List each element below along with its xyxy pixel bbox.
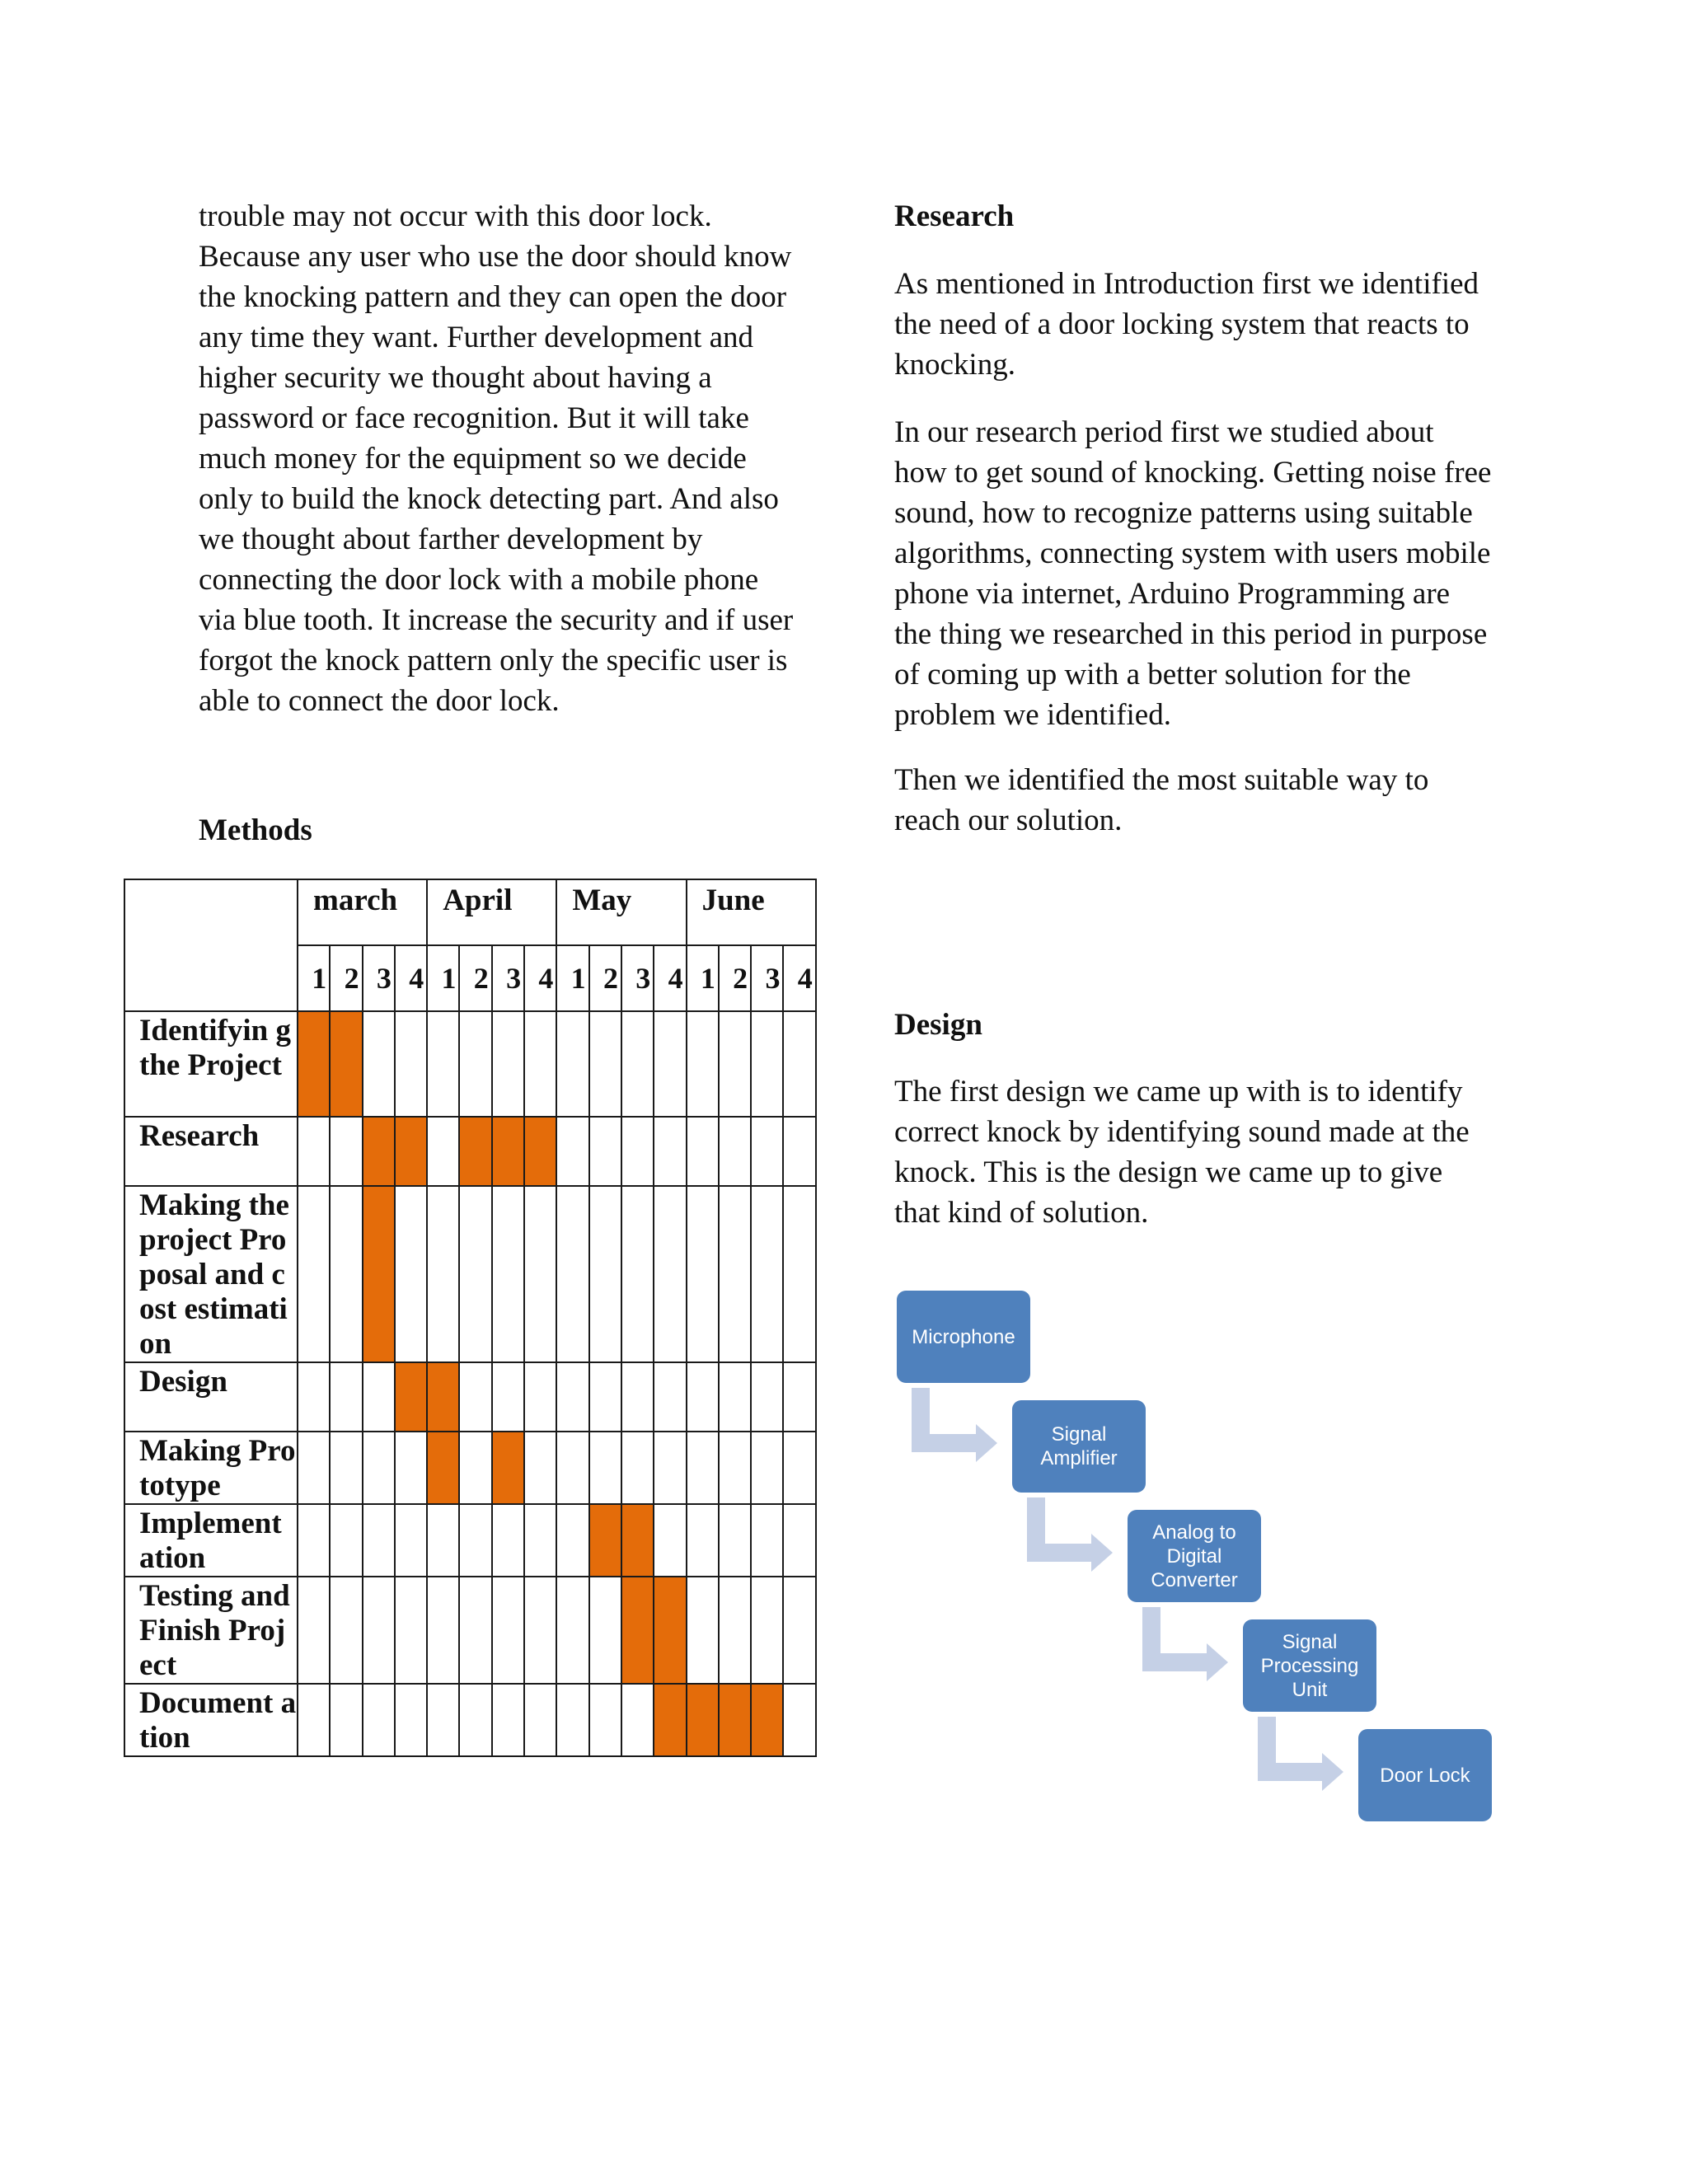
gantt-empty-cell	[395, 1684, 427, 1756]
text-line: Because any user who use the door should know	[199, 240, 792, 274]
gantt-empty-cell	[298, 1577, 330, 1684]
text-line: password or face recognition. But it will take	[199, 401, 749, 435]
gantt-bar-cell	[459, 1117, 491, 1186]
gantt-empty-cell	[363, 1504, 395, 1577]
gantt-empty-cell	[524, 1362, 556, 1432]
gantt-empty-cell	[556, 1011, 588, 1117]
gantt-empty-cell	[427, 1186, 459, 1362]
arrow-shape	[1258, 1717, 1343, 1791]
research-p1-lines	[894, 264, 1521, 385]
gantt-empty-cell	[783, 1504, 815, 1577]
gantt-bar-cell	[687, 1684, 719, 1756]
text-line: only to build the knock detecting part. And also	[199, 482, 779, 516]
gantt-empty-cell	[556, 1186, 588, 1362]
gantt-empty-cell	[751, 1186, 783, 1362]
gantt-empty-cell	[492, 1577, 524, 1684]
gantt-bar-cell	[751, 1684, 783, 1756]
gantt-bar-cell	[654, 1684, 686, 1756]
bent-arrow-icon	[912, 1388, 1004, 1462]
gantt-empty-cell	[719, 1186, 751, 1362]
flow-node	[1128, 1510, 1261, 1602]
gantt-empty-cell	[621, 1117, 654, 1186]
gantt-empty-cell	[363, 1684, 395, 1756]
flow-node	[1358, 1729, 1492, 1821]
gantt-empty-cell	[524, 1504, 556, 1577]
gantt-empty-cell	[459, 1011, 491, 1117]
gantt-week-header: 2	[330, 945, 362, 1011]
gantt-task-label: Testing and Finish Project	[124, 1577, 298, 1684]
gantt-task-label: Identifyin g the Project	[124, 1011, 298, 1117]
gantt-week-header: 1	[427, 945, 459, 1011]
gantt-week-header: 4	[524, 945, 556, 1011]
gantt-empty-cell	[589, 1117, 621, 1186]
flow-node-label: Analog to	[1152, 1521, 1236, 1544]
gantt-task-label: Research	[124, 1117, 298, 1186]
research-paragraph-2	[894, 412, 1521, 735]
gantt-empty-cell	[621, 1432, 654, 1504]
gantt-empty-cell	[783, 1011, 815, 1117]
gantt-bar-cell	[719, 1684, 751, 1756]
gantt-empty-cell	[783, 1117, 815, 1186]
text-line: any time they want. Further development and	[199, 321, 754, 354]
research-p2-lines	[894, 412, 1521, 735]
gantt-task-label: Document ation	[124, 1684, 298, 1756]
gantt-empty-cell	[719, 1577, 751, 1684]
gantt-bar-cell	[524, 1117, 556, 1186]
text-line: reach our solution.	[894, 804, 1123, 837]
gantt-week-header: 3	[751, 945, 783, 1011]
gantt-empty-cell	[298, 1684, 330, 1756]
gantt-empty-cell	[330, 1684, 362, 1756]
gantt-empty-cell	[751, 1117, 783, 1186]
gantt-bar-cell	[589, 1504, 621, 1577]
gantt-empty-cell	[459, 1432, 491, 1504]
gantt-empty-cell	[556, 1432, 588, 1504]
gantt-empty-cell	[459, 1504, 491, 1577]
gantt-empty-cell	[298, 1117, 330, 1186]
gantt-empty-cell	[621, 1186, 654, 1362]
gantt-empty-cell	[783, 1577, 815, 1684]
gantt-week-header: 4	[654, 945, 686, 1011]
gantt-empty-cell	[427, 1011, 459, 1117]
gantt-bar-cell	[395, 1362, 427, 1432]
gantt-week-header: 3	[621, 945, 654, 1011]
text-line: of coming up with a better solution for the	[894, 658, 1411, 691]
text-line: forgot the knock pattern only the specific user is	[199, 644, 788, 677]
gantt-month-header: April	[427, 879, 556, 945]
gantt-empty-cell	[589, 1186, 621, 1362]
flow-node-label: Signal	[1282, 1630, 1338, 1653]
gantt-empty-cell	[589, 1011, 621, 1117]
gantt-empty-cell	[751, 1504, 783, 1577]
gantt-week-header: 1	[556, 945, 588, 1011]
gantt-empty-cell	[719, 1117, 751, 1186]
text-line: via blue tooth. It increase the security and if user	[199, 603, 794, 637]
gantt-empty-cell	[459, 1577, 491, 1684]
text-line: Then we identified the most suitable way to	[894, 763, 1429, 797]
text-line: much money for the equipment so we decide	[199, 442, 747, 476]
flow-node-label: Signal	[1051, 1423, 1107, 1446]
gantt-task-label: Implement ation	[124, 1504, 298, 1577]
gantt-task-row	[124, 1117, 816, 1186]
gantt-empty-cell	[524, 1186, 556, 1362]
gantt-empty-cell	[654, 1362, 686, 1432]
gantt-empty-cell	[524, 1684, 556, 1756]
gantt-task-label: Making Prototype	[124, 1432, 298, 1504]
gantt-empty-cell	[330, 1362, 362, 1432]
gantt-empty-cell	[298, 1504, 330, 1577]
bent-arrow-icon	[1027, 1497, 1119, 1572]
gantt-empty-cell	[783, 1684, 815, 1756]
gantt-empty-cell	[687, 1117, 719, 1186]
gantt-empty-cell	[427, 1117, 459, 1186]
research-p3-lines	[894, 760, 1521, 841]
bent-arrow-icon	[1258, 1717, 1350, 1791]
gantt-empty-cell	[363, 1362, 395, 1432]
text-line: algorithms, connecting system with users mobile	[894, 537, 1491, 570]
gantt-bar-cell	[427, 1432, 459, 1504]
gantt-empty-cell	[621, 1011, 654, 1117]
intro-paragraph	[199, 196, 825, 721]
gantt-week-header: 2	[719, 945, 751, 1011]
gantt-task-row	[124, 1432, 816, 1504]
gantt-empty-cell	[687, 1186, 719, 1362]
gantt-empty-cell	[654, 1432, 686, 1504]
gantt-empty-cell	[589, 1577, 621, 1684]
gantt-empty-cell	[783, 1186, 815, 1362]
text-line: able to connect the door lock.	[199, 684, 560, 718]
gantt-task-row	[124, 1186, 816, 1362]
gantt-empty-cell	[492, 1504, 524, 1577]
text-line: In our research period first we studied about	[894, 415, 1434, 449]
bent-arrow-icon	[1142, 1607, 1235, 1681]
gantt-empty-cell	[492, 1362, 524, 1432]
text-line: we thought about farther development by	[199, 523, 703, 556]
text-line: higher security we thought about having a	[199, 361, 712, 395]
gantt-empty-cell	[687, 1362, 719, 1432]
gantt-empty-cell	[330, 1504, 362, 1577]
gantt-bar-cell	[395, 1117, 427, 1186]
text-line: knocking.	[894, 348, 1015, 382]
gantt-bar-cell	[621, 1577, 654, 1684]
text-line: phone via internet, Arduino Programming are	[894, 577, 1451, 611]
gantt-empty-cell	[363, 1432, 395, 1504]
gantt-empty-cell	[719, 1362, 751, 1432]
research-heading: Research	[894, 199, 1015, 233]
gantt-empty-cell	[459, 1684, 491, 1756]
gantt-task-row	[124, 1504, 816, 1577]
flow-node-label: Converter	[1151, 1568, 1238, 1591]
flow-node-label: Unit	[1292, 1678, 1328, 1701]
gantt-empty-cell	[492, 1186, 524, 1362]
gantt-empty-cell	[298, 1432, 330, 1504]
gantt-empty-cell	[395, 1186, 427, 1362]
gantt-task-row	[124, 1362, 816, 1432]
gantt-empty-cell	[298, 1362, 330, 1432]
flow-node	[1243, 1619, 1376, 1712]
gantt-task-row	[124, 1684, 816, 1756]
gantt-empty-cell	[363, 1011, 395, 1117]
gantt-empty-cell	[589, 1432, 621, 1504]
gantt-week-header: 2	[459, 945, 491, 1011]
gantt-empty-cell	[427, 1684, 459, 1756]
gantt-empty-cell	[719, 1432, 751, 1504]
gantt-bar-cell	[492, 1117, 524, 1186]
gantt-empty-cell	[783, 1432, 815, 1504]
gantt-empty-cell	[298, 1186, 330, 1362]
text-line: As mentioned in Introduction first we identified	[894, 267, 1479, 301]
gantt-empty-cell	[556, 1684, 588, 1756]
gantt-empty-cell	[654, 1117, 686, 1186]
gantt-week-header: 1	[298, 945, 330, 1011]
gantt-empty-cell	[395, 1577, 427, 1684]
gantt-empty-cell	[395, 1504, 427, 1577]
gantt-task-label: Design	[124, 1362, 298, 1432]
gantt-empty-cell	[459, 1362, 491, 1432]
gantt-empty-cell	[654, 1011, 686, 1117]
gantt-empty-cell	[492, 1684, 524, 1756]
gantt-week-header: 2	[589, 945, 621, 1011]
gantt-empty-cell	[395, 1011, 427, 1117]
gantt-empty-cell	[556, 1577, 588, 1684]
methods-heading: Methods	[199, 813, 312, 847]
gantt-empty-cell	[687, 1432, 719, 1504]
gantt-chart	[124, 879, 817, 1757]
gantt-empty-cell	[751, 1011, 783, 1117]
gantt-empty-cell	[524, 1432, 556, 1504]
gantt-empty-cell	[459, 1186, 491, 1362]
text-line: the knocking pattern and they can open the door	[199, 280, 787, 314]
gantt-corner	[124, 879, 298, 1011]
gantt-empty-cell	[687, 1577, 719, 1684]
gantt-empty-cell	[556, 1362, 588, 1432]
text-line: knock. This is the design we came up to give	[894, 1155, 1443, 1189]
gantt-empty-cell	[427, 1504, 459, 1577]
gantt-bar-cell	[654, 1577, 686, 1684]
gantt-empty-cell	[621, 1362, 654, 1432]
gantt-empty-cell	[524, 1011, 556, 1117]
gantt-task-row	[124, 1011, 816, 1117]
gantt-empty-cell	[687, 1011, 719, 1117]
gantt-empty-cell	[330, 1432, 362, 1504]
flow-node-label: Processing	[1260, 1654, 1359, 1677]
gantt-empty-cell	[330, 1186, 362, 1362]
text-line: sound, how to recognize patterns using suitable	[894, 496, 1473, 530]
gantt-empty-cell	[719, 1504, 751, 1577]
gantt-bar-cell	[492, 1432, 524, 1504]
gantt-month-header: May	[556, 879, 686, 945]
arrow-shape	[1027, 1497, 1113, 1572]
gantt-bar-cell	[427, 1362, 459, 1432]
gantt-bar-cell	[330, 1011, 362, 1117]
gantt-empty-cell	[687, 1504, 719, 1577]
design-paragraph	[894, 1071, 1521, 1233]
arrow-shape	[912, 1388, 997, 1462]
gantt-month-header: march	[298, 879, 427, 945]
flow-node-label: Microphone	[912, 1325, 1015, 1348]
design-p-lines	[894, 1071, 1521, 1233]
gantt-task-label: Making the project Proposal and cost estimation	[124, 1186, 298, 1362]
gantt-empty-cell	[427, 1577, 459, 1684]
design-heading: Design	[894, 1008, 982, 1042]
gantt-empty-cell	[719, 1011, 751, 1117]
text-line: trouble may not occur with this door lock.	[199, 199, 712, 233]
gantt-empty-cell	[751, 1362, 783, 1432]
gantt-week-header: 3	[492, 945, 524, 1011]
gantt-empty-cell	[492, 1011, 524, 1117]
gantt-bar-cell	[621, 1504, 654, 1577]
flow-node	[1012, 1400, 1146, 1493]
gantt-empty-cell	[783, 1362, 815, 1432]
arrow-shape	[1142, 1607, 1228, 1681]
research-paragraph-3	[894, 760, 1521, 841]
gantt-week-header: 3	[363, 945, 395, 1011]
gantt-week-header: 4	[783, 945, 815, 1011]
gantt-week-header: 1	[687, 945, 719, 1011]
gantt-empty-cell	[556, 1117, 588, 1186]
gantt-empty-cell	[654, 1186, 686, 1362]
text-line: the need of a door locking system that reacts to	[894, 307, 1470, 341]
gantt-bar-cell	[363, 1117, 395, 1186]
gantt-week-header: 4	[395, 945, 427, 1011]
flow-node-label: Amplifier	[1040, 1447, 1118, 1469]
text-line: correct knock by identifying sound made at the	[894, 1115, 1470, 1149]
gantt-empty-cell	[654, 1504, 686, 1577]
gantt-task-row	[124, 1577, 816, 1684]
text-line: how to get sound of knocking. Getting noise free	[894, 456, 1492, 490]
gantt-empty-cell	[395, 1432, 427, 1504]
gantt-empty-cell	[363, 1577, 395, 1684]
text-line: problem we identified.	[894, 698, 1171, 732]
gantt-empty-cell	[524, 1577, 556, 1684]
gantt-empty-cell	[589, 1362, 621, 1432]
gantt-month-header: June	[687, 879, 816, 945]
text-line: connecting the door lock with a mobile phone	[199, 563, 759, 597]
gantt-bar-cell	[363, 1186, 395, 1362]
gantt-empty-cell	[330, 1577, 362, 1684]
research-paragraph-1	[894, 264, 1521, 385]
gantt-empty-cell	[330, 1117, 362, 1186]
gantt-empty-cell	[556, 1504, 588, 1577]
gantt-empty-cell	[621, 1684, 654, 1756]
flow-node-label: Door Lock	[1380, 1764, 1470, 1787]
text-line: the thing we researched in this period in purpose	[894, 617, 1488, 651]
flow-node	[897, 1291, 1030, 1383]
text-line: that kind of solution.	[894, 1196, 1149, 1230]
gantt-empty-cell	[751, 1577, 783, 1684]
flow-node-label: Digital	[1166, 1544, 1222, 1568]
gantt-empty-cell	[751, 1432, 783, 1504]
gantt-bar-cell	[298, 1011, 330, 1117]
text-line: The first design we came up with is to identify	[894, 1075, 1463, 1108]
gantt-empty-cell	[589, 1684, 621, 1756]
intro-lines	[199, 196, 825, 721]
